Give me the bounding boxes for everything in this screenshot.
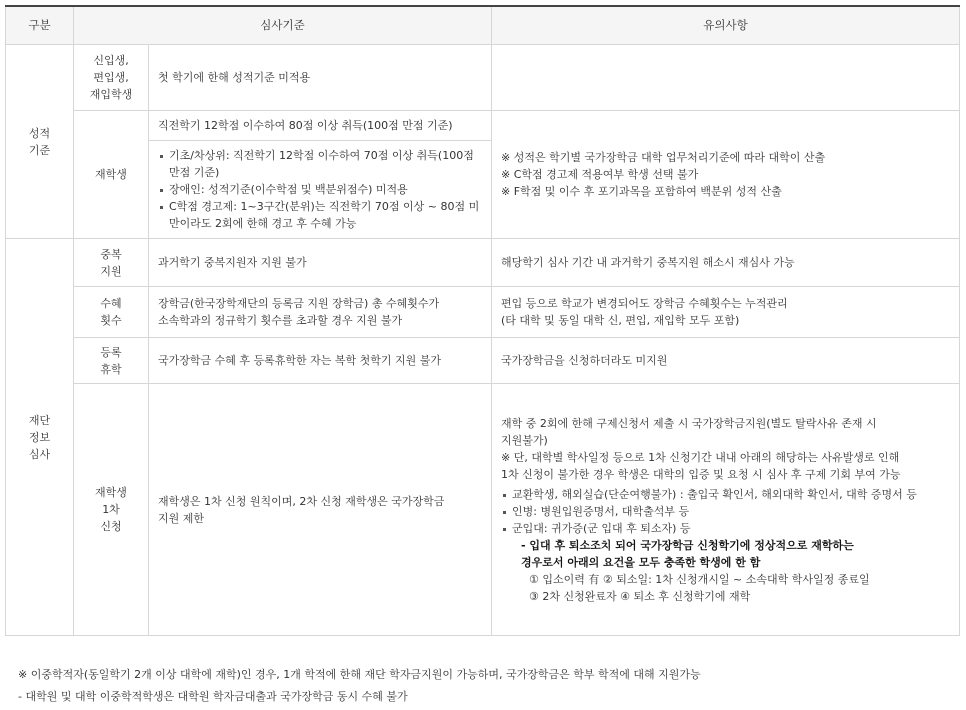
condition-line: ① 입소이력 有 ② 퇴소일: 1차 신청개시일 ~ 소속대학 학사일정 종료일 [529,572,870,586]
bold-note: - 입대 후 퇴소조치 되어 국가장학금 신청학기에 정상적으로 재학하는 [521,538,854,552]
notes-cell [492,384,960,636]
subcategory-duplicate [74,239,149,287]
footnote-line: - 대학원 및 대학 이중학적학생은 대학원 학자금대출과 국가장학금 동시 수혜 불가 [18,690,408,703]
note-line: ※ 성적은 학기별 국가장학금 대학 업무처리기준에 따라 대학이 산출 [501,151,826,164]
category-label: 재단 [28,413,51,427]
criteria-cell [149,384,492,636]
bullet-item: 장애인: 성적기준(이수학점 및 백분위점수) 미적용 [158,181,482,198]
table-row [6,287,960,338]
subcategory-label: 수혜 [100,297,122,310]
subcategory-label: 등록 [100,345,122,359]
criteria-bullets [158,147,482,232]
note-line: ※ F학점 및 이수 후 포기과목을 포함하여 백분위 성적 산출 [501,185,782,198]
criteria-cell: 직전학기 12학점 이수하여 80점 이상 취득(100점 만점 기준) [149,111,492,141]
category-label: 성적 [28,126,51,140]
note-line: 편입 등으로 학교가 변경되어도 장학금 수혜횟수는 누적관리 [501,297,788,310]
header-category: 구분 [6,6,74,45]
category-label: 심사 [28,447,51,461]
note-line: (타 대학 및 동일 대학 신, 편입, 재입학 모두 포함) [501,314,740,327]
category-label: 기준 [28,143,51,157]
category-label: 정보 [28,430,51,444]
subcategory-label: 1차 [102,503,120,516]
subcategory-label: 편입생, [93,71,129,84]
table-row [6,239,960,287]
criteria-cell [149,141,492,239]
subcategory-label: 지원 [100,264,122,278]
criteria-table [5,5,960,636]
note-line: ※ 단, 대학별 학사일정 등으로 1차 신청기간 내내 아래의 해당하는 사유발생로 인해 [501,450,900,464]
note-line: 재학 중 2회에 한해 구제신청서 제출 시 국가장학금지원(별도 탈락사유 존재 시 [501,416,877,430]
bullet-item: 군입대: 귀가증(군 입대 후 퇴소자) 등 [501,520,950,537]
note-line: 지원불가) [501,433,548,447]
notes-cell [492,287,960,338]
criteria-cell: 국가장학금 수혜 후 등록휴학한 자는 복학 첫학기 지원 불가 [149,338,492,384]
table-row [6,111,960,141]
category-finance [6,239,74,636]
subcategory-label: 휴학 [100,362,122,376]
category-grade [6,45,74,239]
header-criteria: 심사기준 [74,6,492,45]
note-line: ※ C학점 경고제 적용여부 학생 선택 불가 [501,168,699,181]
notes-cell: 해당학기 심사 기간 내 과거학기 중복지원 해소시 재심사 가능 [492,239,960,287]
notes-cell [492,111,960,239]
subcategory-second-round [74,384,149,636]
notes-cell [492,45,960,111]
table-row [6,338,960,384]
header-notes: 유의사항 [492,6,960,45]
table-header-row [6,6,960,45]
criteria-line: 장학금(한국장학재단의 등록금 지원 장학금) 총 수혜횟수가 [158,297,440,310]
bullet-item: 인병: 병원입원증명서, 대학출석부 등 [501,503,950,520]
condition-line: ③ 2차 신청완료자 ④ 퇴소 후 신청학기에 재학 [529,589,751,603]
subcategory-label: 중복 [100,247,122,261]
criteria-line: 소속학과의 정규학기 횟수를 초과할 경우 지원 불가 [158,314,403,327]
subcategory-new [74,45,149,111]
notes-cell: 국가장학금을 신청하더라도 미지원 [492,338,960,384]
bullet-item: 기초/차상위: 직전학기 12학점 이수하여 70점 이상 취득(100점 만점 기준) [158,147,482,181]
subcategory-label: 횟수 [100,314,122,327]
footnotes [18,664,701,708]
subcategory-leave [74,338,149,384]
subcategory-enrolled: 재학생 [74,111,149,239]
table-row [6,384,960,636]
subcategory-label: 신입생, [93,54,129,67]
criteria-cell: 과거학기 중복지원자 지원 불가 [149,239,492,287]
criteria-line: 지원 제한 [158,511,205,525]
bullet-item: 교환학생, 해외실습(단순여행불가) : 출입국 확인서, 해외대학 확인서, 대학 증명서 등 [501,486,950,503]
note-line: 1차 신청이 불가한 경우 학생은 대학의 입증 및 요청 시 심사 후 구제 기회 부여 가능 [501,467,901,481]
table-row [6,45,960,111]
subcategory-label: 신청 [100,520,122,533]
criteria-cell: 첫 학기에 한해 성적기준 미적용 [149,45,492,111]
subcategory-label: 재입학생 [89,88,133,101]
criteria-cell [149,287,492,338]
criteria-line: 재학생은 1차 신청 원칙이며, 2차 신청 재학생은 국가장학금 [158,494,445,508]
footnote-line: ※ 이중학적자(동일학기 2개 이상 대학에 재학)인 경우, 1개 학적에 한해 재단 학자금지원이 가능하며, 국가장학금은 학부 학적에 대해 지원가능 [18,668,701,681]
subcategory-label: 재학생 [95,486,127,499]
subcategory-count [74,287,149,338]
bullet-item: C학점 경고제: 1~3구간(분위)는 직전학기 70점 이상 ~ 80점 미만이라도 2회에 한해 경고 후 수혜 가능 [158,198,482,232]
notes-bullets [501,486,950,537]
bold-note: 경우로서 아래의 요건을 모두 충족한 학생에 한 함 [521,555,761,569]
